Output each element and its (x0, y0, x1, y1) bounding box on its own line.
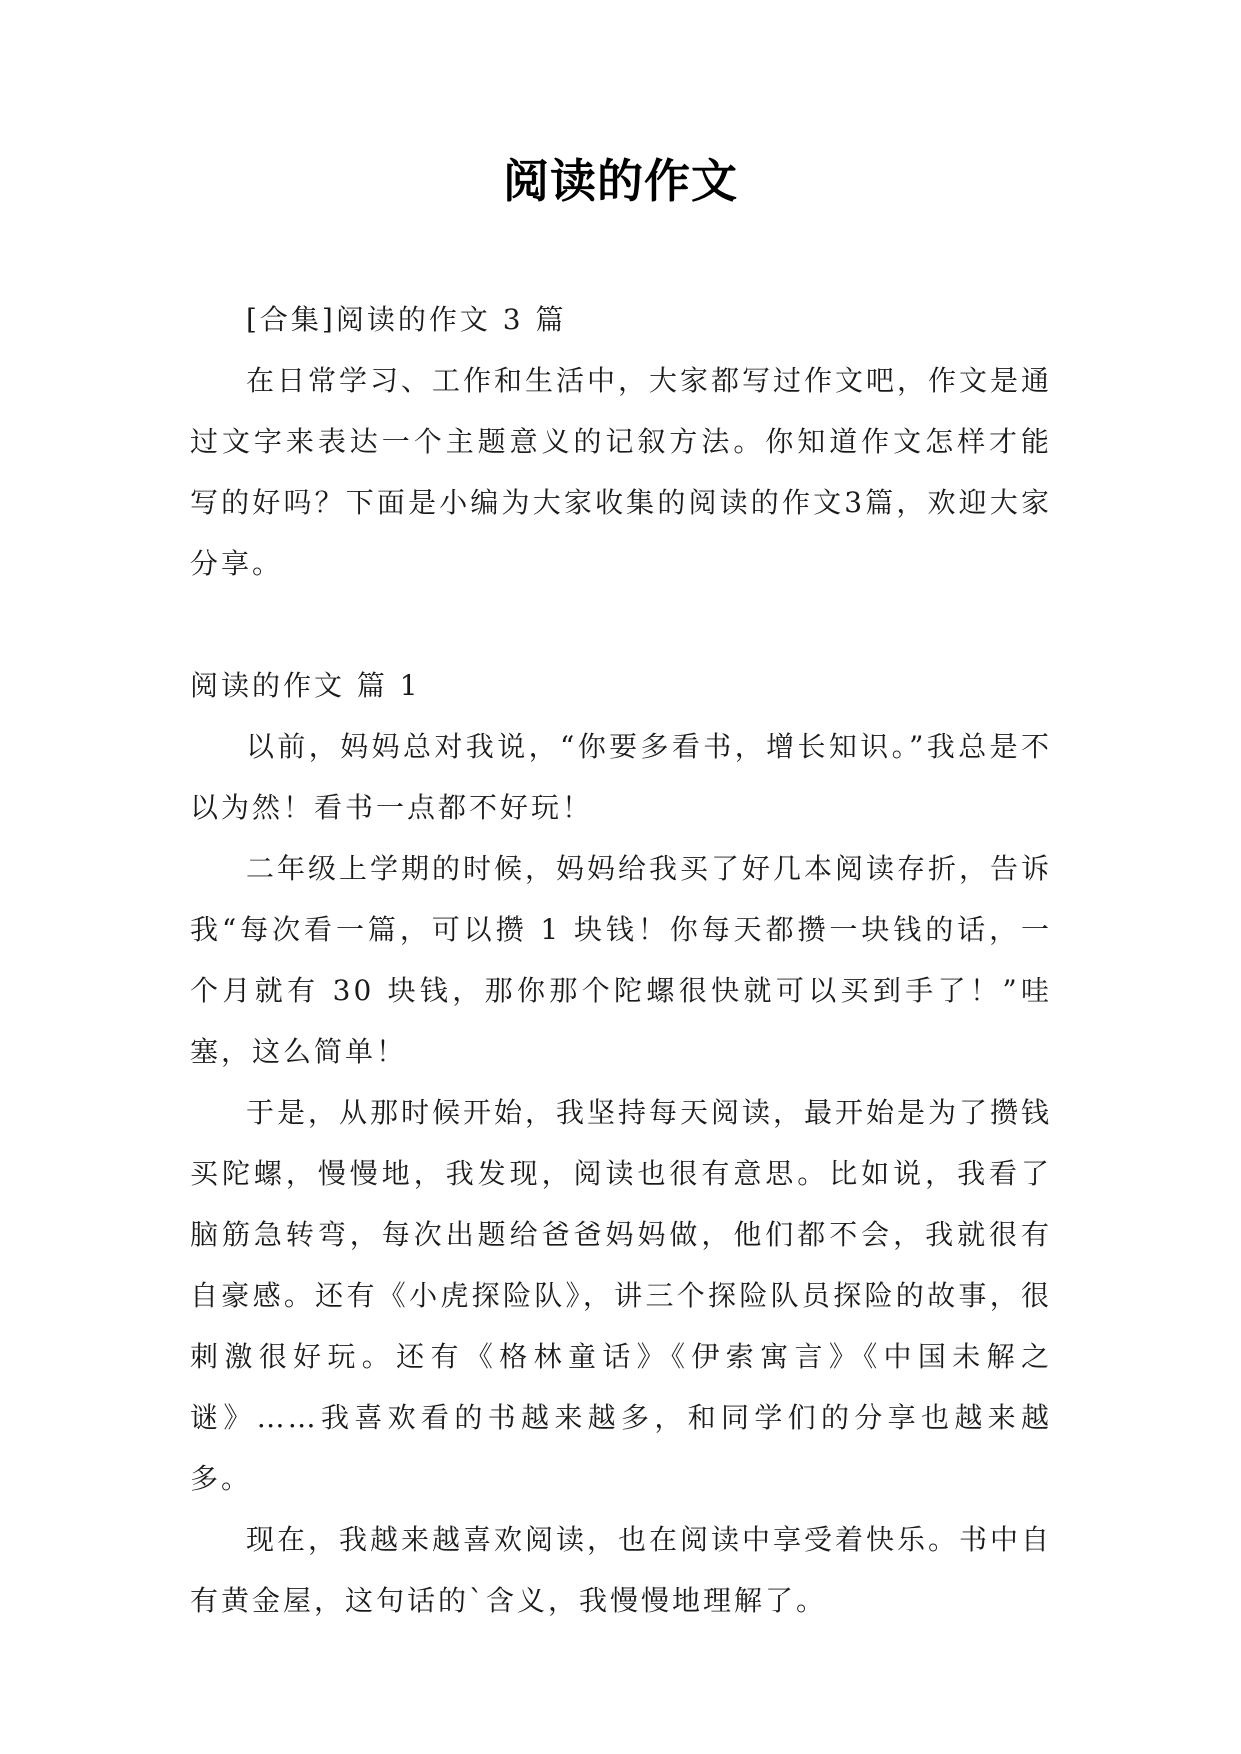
intro-paragraph: 在日常学习、工作和生活中，大家都写过作文吧，作文是通过文字来表达一个主题意义的记叙方法。你知道作文怎样才能写的好吗？下面是小编为大家收集的阅读的作文3篇，欢迎大家分享。 (190, 364, 1053, 580)
section-heading: 阅读的作文 篇 1 (190, 669, 421, 702)
document-title: 阅读的作文 (503, 154, 738, 208)
body-paragraph-4: 现在，我越来越喜欢阅读，也在阅读中享受着快乐。书中自有黄金屋，这句话的`含义，我慢慢地理解了。 (190, 1523, 1053, 1617)
body-paragraph-2: 二年级上学期的时候，妈妈给我买了好几本阅读存折，告诉我“每次看一篇，可以攒 1 块钱！你每天都攒一块钱的话，一个月就有 30 块钱，那你那个陀螺很快就可以买到手了！”哇塞，这么简单！ (190, 852, 1053, 1068)
collection-tag: [合集]阅读的作文 3 篇 (246, 303, 567, 336)
body-paragraph-1: 以前，妈妈总对我说，“你要多看书，增长知识。”我总是不以为然！看书一点都不好玩！ (190, 730, 1052, 824)
document-body (190, 289, 1052, 1631)
body-paragraph-3: 于是，从那时候开始，我坚持每天阅读，最开始是为了攒钱买陀螺，慢慢地，我发现，阅读也很有意思。比如说，我看了脑筋急转弯，每次出题给爸爸妈妈做，他们都不会，我就很有自豪感。还有《小虎探险队》，讲三个探险队员探险的故事，很刺激很好玩。还有《格林童话》《伊索寓言》《中国未解之谜》……我喜欢看的书越来越多，和同学们的分享也越来越多。 (190, 1096, 1053, 1495)
